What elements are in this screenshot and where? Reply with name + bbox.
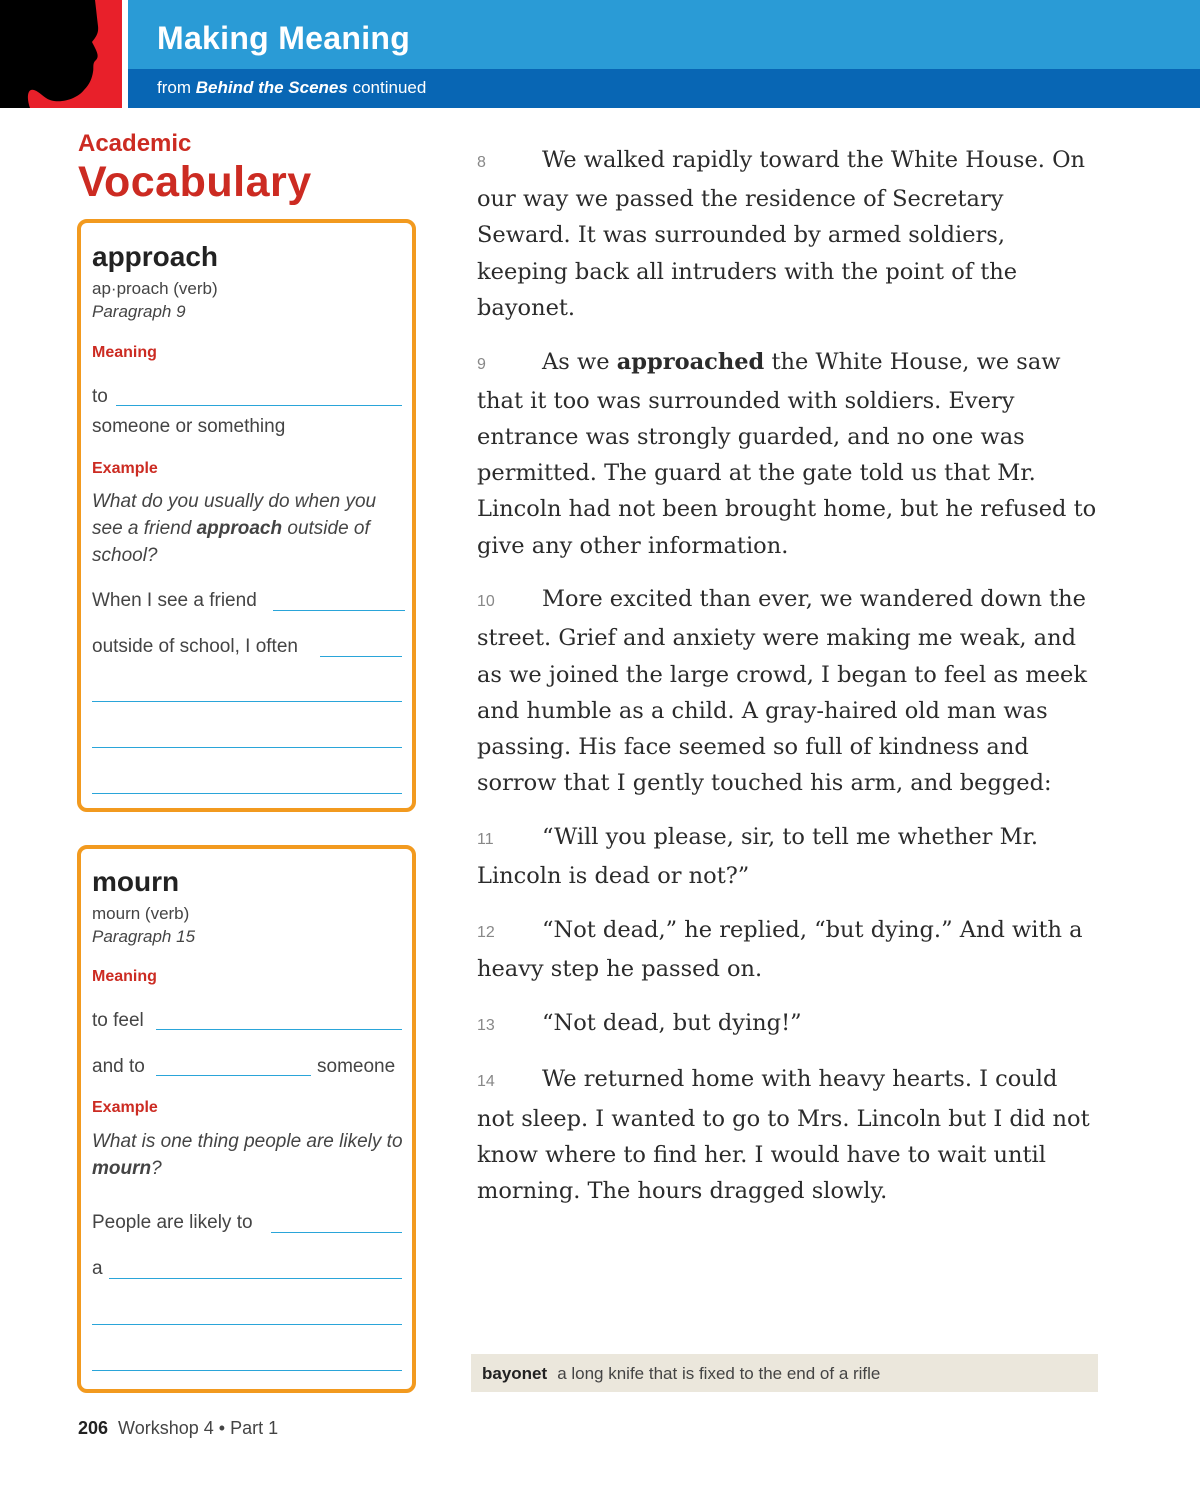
- paragraph-number: 14: [477, 1073, 495, 1091]
- answer-line-2[interactable]: [92, 1370, 402, 1371]
- meaning-prefix: to: [92, 386, 108, 407]
- vocab-card-mourn: [77, 845, 416, 1393]
- meaning-prefix: to feel: [92, 1010, 144, 1031]
- footnote-term: bayonet: [482, 1364, 548, 1383]
- answer-line-1[interactable]: [92, 701, 402, 702]
- footnote-box: [471, 1354, 1098, 1392]
- vocab-highlight: approached: [616, 348, 765, 375]
- paragraph-number: 12: [477, 923, 495, 941]
- meaning-blank[interactable]: [116, 405, 402, 406]
- meaning-label: Meaning: [92, 968, 157, 985]
- paragraph-14: 14 We returned home with heavy hearts. I could not sleep. I wanted to go to Mrs. Lincoln but I did not know where to find her. I would have to wait until morning. The hours dragged slowly.: [477, 1066, 1090, 1205]
- sentence-frame-2: a: [92, 1258, 103, 1279]
- meaning-label: Meaning: [92, 344, 157, 361]
- paragraph-number: 13: [477, 1016, 495, 1034]
- sentence-frame-1: People are likely to: [92, 1212, 253, 1233]
- vocab-paragraph: Paragraph 9: [92, 302, 186, 321]
- sentence-frame-2: outside of school, I often: [92, 636, 298, 657]
- paragraph-11: 11 “Will you please, sir, to tell me whether Mr. Lincoln is dead or not?”: [477, 823, 1039, 890]
- paragraph-number: 9: [477, 355, 486, 373]
- logo-silhouette: [0, 0, 122, 108]
- paragraph-10: 10 More excited than ever, we wandered down the street. Grief and anxiety were making me weak, and as we joined the large crowd, I began to feel as meek and humble as a child. A gray-haired old man was passing. His face seemed so full of kindness and sorrow that I gently touched his arm, and begged:: [477, 586, 1088, 797]
- example-label: Example: [92, 460, 158, 477]
- page-title: Making Meaning: [157, 20, 411, 56]
- example-label: Example: [92, 1099, 158, 1116]
- answer-line-3[interactable]: [92, 793, 402, 794]
- answer-line-1[interactable]: [92, 1324, 402, 1325]
- academic-heading: Academic: [78, 130, 192, 157]
- reading-passage: [477, 142, 1097, 1227]
- vocabulary-heading: Vocabulary: [78, 158, 312, 206]
- frame-blank-1[interactable]: [273, 610, 405, 611]
- paragraph-9: 9 As we approached the White House, we saw that it too was surrounded with soldiers. Every entrance was strongly guarded, and no one was permitted. The guard at the gate told us that Mr. Lincoln had not been brought home, but he refused to give any other information.: [477, 348, 1097, 559]
- sentence-frame-1: When I see a friend: [92, 590, 257, 611]
- meaning-blank-1[interactable]: [156, 1029, 402, 1030]
- head-silhouette-icon: [0, 0, 122, 108]
- vocab-syllables: mourn (verb): [92, 904, 190, 923]
- vocab-card-approach: [77, 219, 416, 812]
- meaning-suffix: someone or something: [92, 416, 286, 437]
- frame-blank-2[interactable]: [109, 1278, 402, 1279]
- page-number: 206: [78, 1418, 109, 1438]
- vocab-word: approach: [92, 241, 219, 272]
- frame-blank-2[interactable]: [320, 656, 402, 657]
- meaning-and: and to: [92, 1056, 145, 1077]
- vocab-word: mourn: [92, 866, 180, 897]
- example-question: What do you usually do when you see a friend approach outside of school?: [92, 491, 377, 566]
- answer-line-2[interactable]: [92, 747, 402, 748]
- paragraph-12: 12 “Not dead,” he replied, “but dying.” And with a heavy step he passed on.: [477, 916, 1083, 983]
- example-question: What is one thing people are likely to mourn?: [92, 1131, 403, 1179]
- meaning-blank-2[interactable]: [156, 1075, 311, 1076]
- paragraph-13: 13 “Not dead, but dying!”: [477, 1005, 1097, 1044]
- page-footer: [78, 1418, 278, 1439]
- page-subtitle: from Behind the Scenes continued: [157, 78, 427, 97]
- footer-text: Workshop 4 • Part 1: [118, 1418, 279, 1438]
- vocab-syllables: ap·proach (verb): [92, 279, 218, 298]
- paragraph-number: 8: [477, 154, 486, 171]
- paragraph-number: 11: [477, 830, 494, 848]
- paragraph-number: 10: [477, 593, 495, 611]
- frame-blank-1[interactable]: [271, 1232, 402, 1233]
- paragraph-8: 8 We walked rapidly toward the White House. On our way we passed the residence of Secretary Seward. It was surrounded by armed soldiers, keeping back all intruders with the point of the bayonet.: [477, 147, 1086, 321]
- meaning-someone: someone: [317, 1056, 396, 1077]
- footnote-definition: a long knife that is fixed to the end of a rifle: [557, 1364, 881, 1383]
- vocab-paragraph: Paragraph 15: [92, 927, 196, 946]
